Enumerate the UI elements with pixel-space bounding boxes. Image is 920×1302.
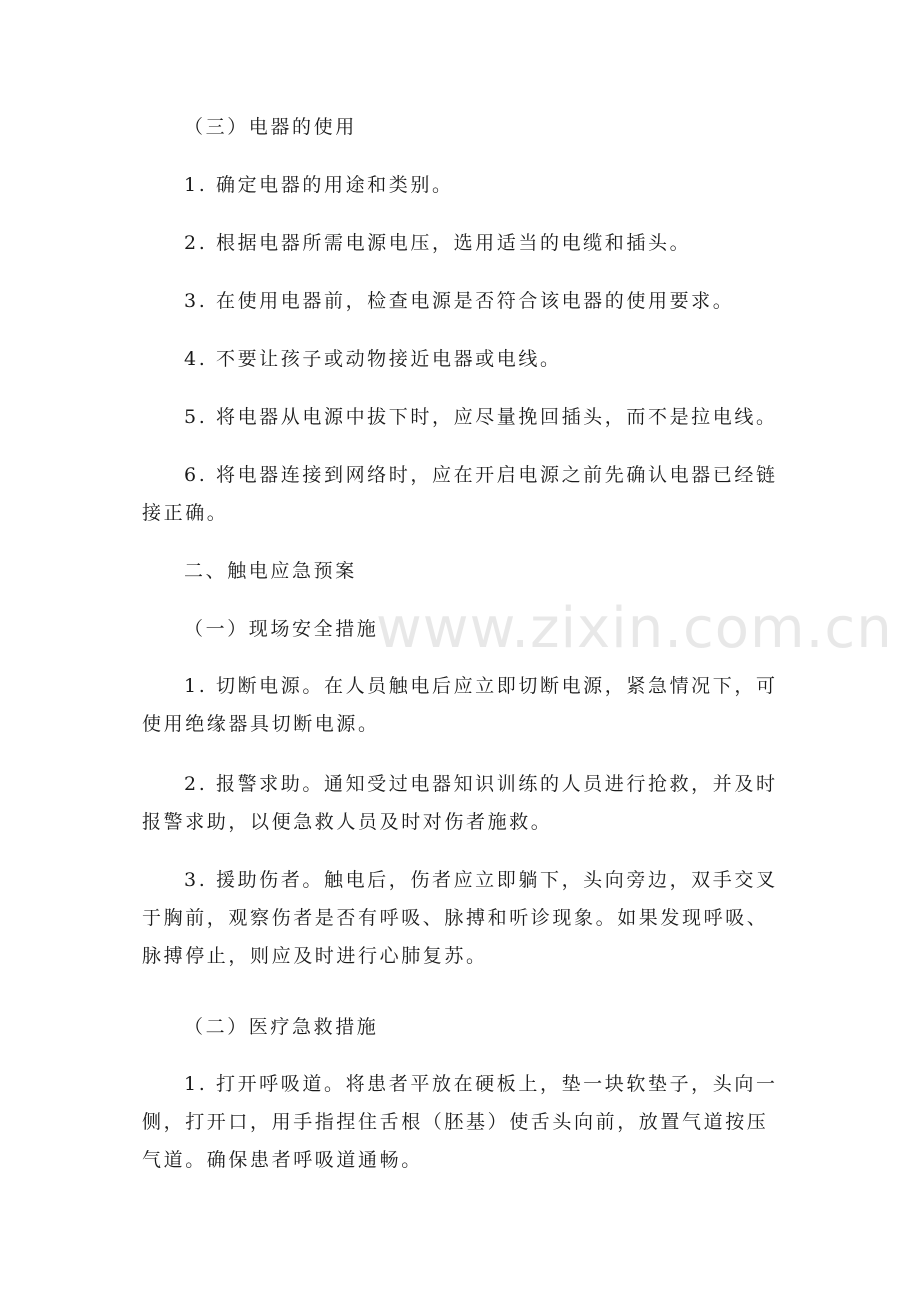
section-heading-appliance-use: （三）电器的使用 [184,116,357,138]
paragraph-item-4: 4. 不要让孩子或动物接近电器或电线。 [184,348,562,370]
paragraph-item-3: 3. 在使用电器前，检查电源是否符合该电器的使用要求。 [184,290,735,312]
section-heading-medical-aid: （二）医疗急救措施 [184,1016,379,1038]
chapter-heading-emergency-plan: 二、触电应急预案 [184,560,357,582]
paragraph-item-5: 5. 将电器从电源中拔下时，应尽量挽回插头，而不是拉电线。 [184,406,778,428]
paragraph-open-airway: 1. 打开呼吸道。将患者平放在硬板上，垫一块软垫子，头向一侧，打开口，用手指捏住舌根（胚基）使舌头向前，放置气道按压气道。确保患者呼吸道通畅。 [142,1073,778,1171]
section-heading-onsite-safety: （一）现场安全措施 [184,618,379,640]
paragraph-call-for-help: 2. 报警求助。通知受过电器知识训练的人员进行抢救，并及时报警求助，以便急救人员及时对伤者施救。 [142,773,778,833]
paragraph-cut-power: 1. 切断电源。在人员触电后应立即切断电源，紧急情况下，可使用绝缘器具切断电源。 [142,675,778,735]
paragraph-item-1: 1. 确定电器的用途和类别。 [184,174,454,196]
paragraph-item-6: 6. 将电器连接到网络时，应在开启电源之前先确认电器已经链接正确。 [142,464,778,524]
paragraph-assist-injured: 3. 援助伤者。触电后，伤者应立即躺下，头向旁边，双手交叉于胸前，观察伤者是否有呼吸、脉搏和听诊现象。如果发现呼吸、脉搏停止，则应及时进行心肺复苏。 [142,869,778,967]
paragraph-item-2: 2. 根据电器所需电源电压，选用适当的电缆和插头。 [184,232,692,254]
watermark-text: www.zixin.com.cn [376,596,893,661]
